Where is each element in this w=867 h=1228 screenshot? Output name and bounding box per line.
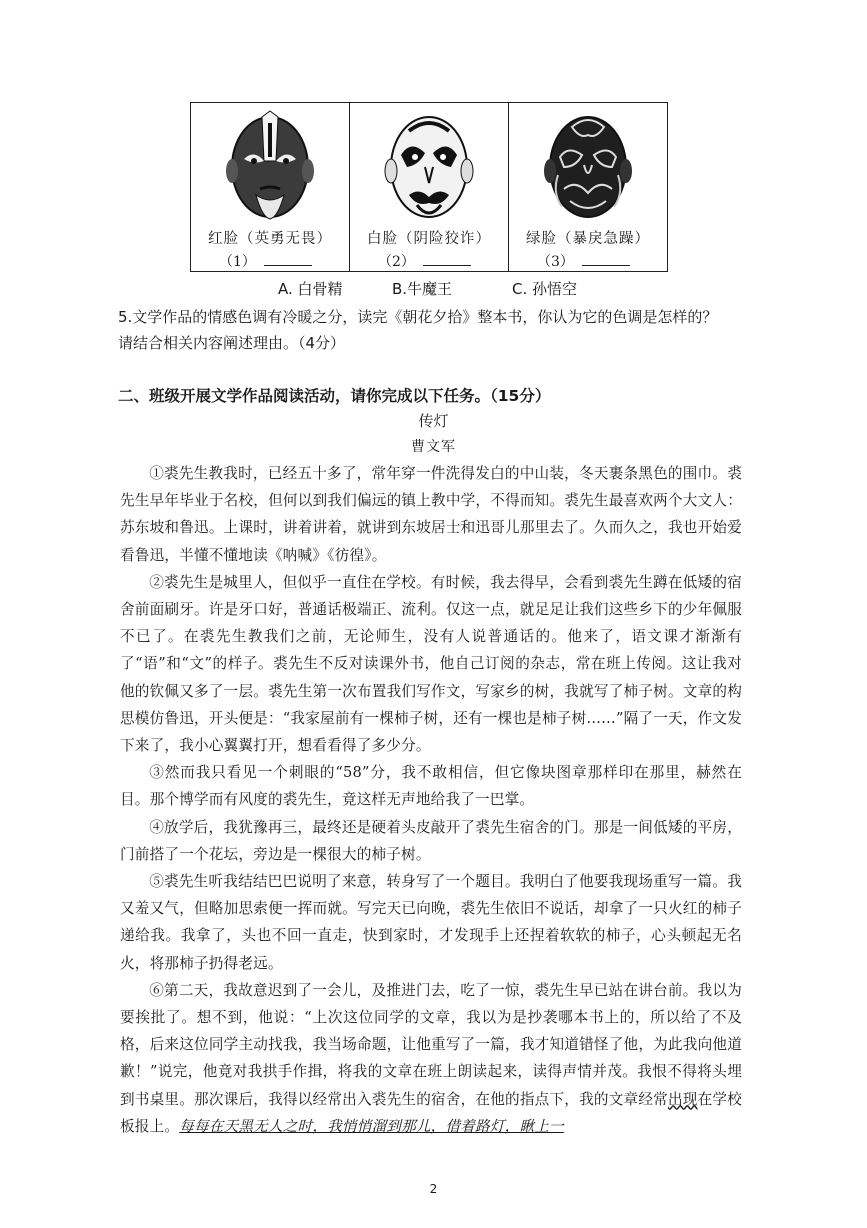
mask-cell-white (350, 103, 509, 271)
green-mask-image (538, 109, 638, 221)
essay-author: 曹文军 (411, 439, 456, 455)
mask-caption-red: 红脸（英勇无畏） (208, 231, 332, 247)
question-5-line2: 请结合相关内容阐述理由。（4分） (118, 334, 346, 352)
paragraph-6 (120, 977, 742, 1140)
mask-caption-white: 白脸（阴险狡诈） (367, 231, 491, 247)
page-number: 2 (429, 1182, 438, 1196)
essay-body (120, 460, 742, 1140)
wavy-underlined-text: 出现 (667, 1090, 698, 1108)
blank-line (423, 253, 471, 266)
mask-cell-green (509, 103, 667, 271)
question-5 (118, 304, 758, 356)
option-a: A. 白骨精 (278, 280, 343, 298)
answer-blank-1[interactable] (219, 251, 312, 271)
white-mask-image (379, 109, 479, 221)
answer-blank-2[interactable] (378, 251, 471, 271)
paragraph-2: ②裘先生是城里人，但似乎一直住在学校。有时候，我去得早，会看到裘先生蹲在低矮的宿舍前面刷牙。许是牙口好，普通话极端正、流利。仅这一点，就足足让我们这些乡下的少年佩服不已了。在裘先生教我们之前，无论师生，没有人说普通话的。他来了，语文课才渐渐有了“语”和“文”的样子。裘先生不反对读课外书，他自己订阅的杂志，常在班上传阅。这让我对他的钦佩又多了一层。裘先生第一次布置我们写作文，写家乡的树，我就写了柿子树。文章的构思模仿鲁迅，开头便是：“我家屋前有一棵柿子树，还有一棵也是柿子树……”隔了一天，作文发下来了，我小心翼翼打开，想看看得了多少分。 (120, 573, 742, 755)
mask-table (190, 102, 668, 272)
section-2-title: 二、班级开展文学作品阅读活动，请你完成以下任务。（15分） (118, 387, 551, 405)
paragraph-6-text: ⑥第二天，我故意迟到了一会儿，及推进门去，吃了一惊，裘先生早已站在讲台前。我以为要挨批了。想不到，他说：“上次这位同学的文章，我以为是抄袭哪本书上的，所以给了不及格，后来这位同学主动找我，我当场命题，让他重写了一篇，我才知道错怪了他，为此我向他道歉！”说完，他竟对我拱手作揖，将我的文章在班上朗读起来，读得声情并茂。我恨不得将头埋到书桌里。那次课后，我得以经常出入裘先生的宿舍，在他的指点下，我的文章经常 (120, 981, 742, 1108)
blank-line (264, 253, 312, 266)
paragraph-4: ④放学后，我犹豫再三，最终还是硬着头皮敲开了裘先生宿舍的门。那是一间低矮的平房，门前搭了一个花坛，旁边是一棵很大的柿子树。 (120, 818, 742, 863)
option-b: B.牛魔王 (392, 280, 453, 298)
mask-caption-green: 绿脸（暴戾急躁） (526, 231, 650, 247)
paragraph-3: ③然而我只看见一个刺眼的“58”分，我不敢相信，但它像块图章那样印在那里，赫然在目。那个博学而有风度的裘先生，竟这样无声地给我了一巴掌。 (120, 764, 742, 809)
answer-label-1: （1） (219, 254, 256, 270)
answer-label-3: （3） (537, 254, 574, 270)
paragraph-5: ⑤裘先生听我结结巴巴说明了来意，转身写了一个题目。我明白了他要我现场重写一篇。我又羞又气，但略加思索便一挥而就。写完天已向晚，裘先生依旧不说话，却拿了一只火红的柿子递给我。我拿了，头也不回一直走，快到家时，才发现手上还捏着软软的柿子，心头顿起无名火，将那柿子扔得老远。 (120, 873, 742, 972)
mask-cell-red (191, 103, 350, 271)
option-c: C. 孙悟空 (512, 280, 578, 298)
red-mask-image (220, 109, 320, 221)
blank-line (582, 253, 630, 266)
paragraph-1: ①裘先生教我时，已经五十多了，常年穿一件洗得发白的中山装，冬天裹条黑色的围巾。裘先生早年毕业于名校，但何以到我们偏远的镇上教中学，不得而知。裘先生最喜欢两个大文人：苏东坡和鲁迅。上课时，讲着讲着，就讲到东坡居士和迅哥儿那里去了。久而久之，我也开始爱看鲁迅，半懂不懂地读《呐喊》《彷徨》。 (120, 465, 742, 564)
answer-blank-3[interactable] (537, 251, 630, 271)
essay-title: 传灯 (418, 412, 449, 430)
answer-label-2: （2） (378, 254, 415, 270)
question-5-line1: 5.文学作品的情感色调有冷暖之分，读完《朝花夕拾》整本书，你认为它的色调是怎样的？ (118, 308, 718, 326)
underlined-sentence: 每每在天黑无人之时，我悄悄溜到那儿，借着路灯，瞅上一 (179, 1117, 564, 1135)
paragraph-6-plain-tail: 在学校板报上。 (120, 1090, 742, 1135)
